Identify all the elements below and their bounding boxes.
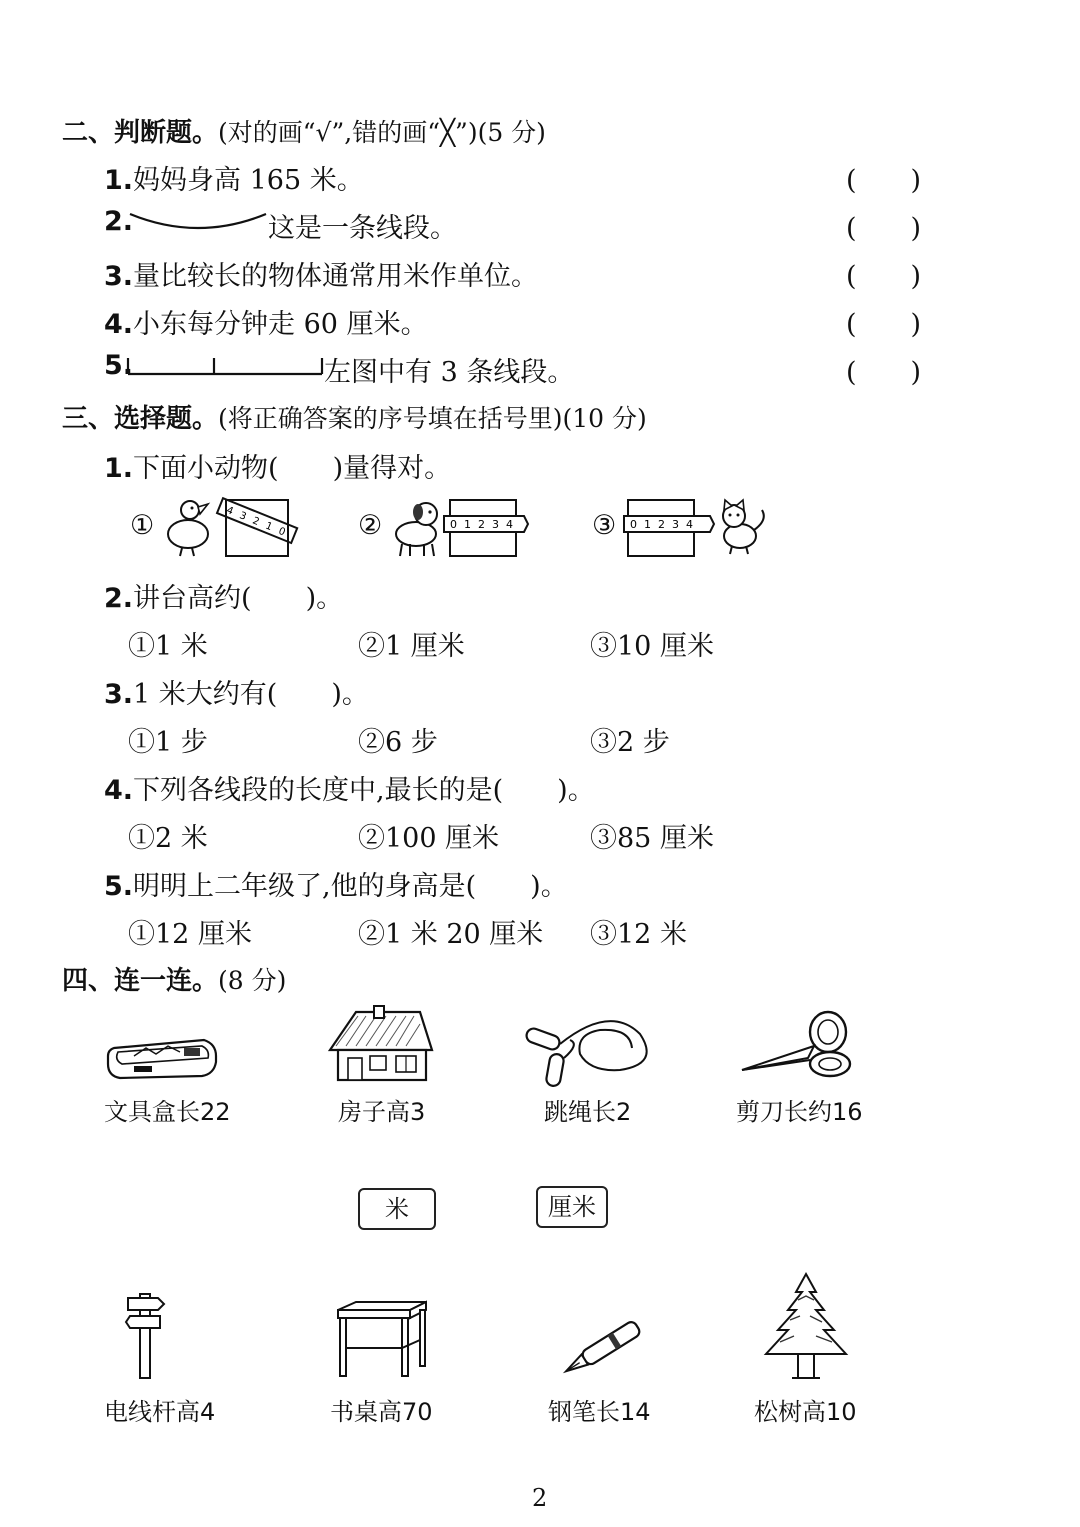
q2-option-2[interactable]: ②1 厘米 <box>358 631 465 662</box>
q3-option-3[interactable]: ③2 步 <box>590 727 670 758</box>
utility-pole-icon <box>124 1290 168 1380</box>
q4-option-2[interactable]: ②100 厘米 <box>358 823 500 854</box>
section-3-title: 三、选择题。 <box>62 404 219 434</box>
item-text: 量比较长的物体通常用米作单位。 <box>133 261 539 292</box>
unit-box-meter[interactable]: 米 <box>358 1188 436 1230</box>
bottom-caption-4[interactable]: 松树高10 <box>754 1398 857 1426</box>
q3-option-1[interactable]: ①1 步 <box>128 727 208 758</box>
bottom-caption-1[interactable]: 电线杆高4 <box>104 1398 216 1426</box>
section-3-note: (将正确答案的序号填在括号里)(10 分) <box>218 404 647 433</box>
item-text: 下面小动物( )量得对。 <box>133 453 452 484</box>
q4-option-1[interactable]: ①2 米 <box>128 823 208 854</box>
duck-ruler-icon <box>160 494 300 560</box>
answer-paren-2[interactable]: ( ) <box>846 213 922 244</box>
judge-item-1 <box>104 158 364 197</box>
q1-option-1-label[interactable]: ① <box>130 510 155 541</box>
answer-paren-3[interactable]: ( ) <box>846 261 922 292</box>
cat-ruler-icon <box>622 496 774 558</box>
ruler-tick: 2 <box>658 518 665 531</box>
pine-tree-icon <box>760 1270 852 1382</box>
item-number: 2. <box>104 206 134 237</box>
item-number: 1. <box>104 165 134 196</box>
item-number: 4. <box>104 309 134 340</box>
choice-q3 <box>104 672 369 711</box>
segment-line-icon <box>126 352 326 378</box>
fountain-pen-icon <box>552 1318 648 1380</box>
q1-option-3-label[interactable]: ③ <box>592 510 617 541</box>
ruler-tick: 4 <box>224 504 235 518</box>
pencil-case-icon <box>104 1026 220 1082</box>
section-3-heading <box>62 398 647 435</box>
q5-option-1[interactable]: ①12 厘米 <box>128 919 252 950</box>
ruler-tick: 1 <box>464 518 471 531</box>
ruler-tick: 1 <box>263 520 274 534</box>
choice-q4 <box>104 768 595 807</box>
curve-line-icon <box>128 206 268 236</box>
scissors-icon <box>738 1010 854 1080</box>
judge-item-4 <box>104 302 428 341</box>
choice-q5 <box>104 864 568 903</box>
judge-item-5-text: 左图中有 3 条线段。 <box>324 357 575 388</box>
ruler-tick: 3 <box>492 518 499 531</box>
item-number: 3. <box>104 679 134 710</box>
ruler-tick: 3 <box>672 518 679 531</box>
ruler-tick: 4 <box>686 518 693 531</box>
q2-option-3[interactable]: ③10 厘米 <box>590 631 714 662</box>
item-text: 明明上二年级了,他的身高是( )。 <box>133 871 568 902</box>
item-text: 讲台高约( )。 <box>133 583 344 614</box>
answer-paren-4[interactable]: ( ) <box>846 309 922 340</box>
bottom-caption-2[interactable]: 书桌高70 <box>330 1398 433 1426</box>
bottom-caption-3[interactable]: 钢笔长14 <box>548 1398 651 1426</box>
desk-icon <box>334 1300 430 1380</box>
section-4-title: 四、连一连。 <box>62 966 219 996</box>
top-caption-3[interactable]: 跳绳长2 <box>544 1098 632 1126</box>
item-text: 1 米大约有( )。 <box>133 679 369 710</box>
ruler-tick: 0 <box>276 525 287 539</box>
choice-q1 <box>104 446 451 485</box>
ruler-tick: 1 <box>644 518 651 531</box>
section-4-heading <box>62 960 286 997</box>
top-caption-1[interactable]: 文具盒长22 <box>104 1098 231 1126</box>
unit-box-centimeter[interactable]: 厘米 <box>536 1186 608 1228</box>
item-text: 下列各线段的长度中,最长的是( )。 <box>133 775 595 806</box>
jump-rope-icon <box>520 1014 650 1088</box>
ruler-tick: 2 <box>478 518 485 531</box>
item-number: 1. <box>104 453 134 484</box>
item-number: 3. <box>104 261 134 292</box>
choice-q2 <box>104 576 343 615</box>
ruler-tick: 0 <box>450 518 457 531</box>
section-4-note: (8 分) <box>218 966 287 995</box>
q4-option-3[interactable]: ③85 厘米 <box>590 823 714 854</box>
q5-option-3[interactable]: ③12 米 <box>590 919 687 950</box>
ruler-tick: 3 <box>237 510 248 523</box>
q5-option-2[interactable]: ②1 米 20 厘米 <box>358 919 544 950</box>
item-text: 小东每分钟走 60 厘米。 <box>133 309 428 340</box>
top-caption-4[interactable]: 剪刀长约16 <box>736 1098 863 1126</box>
q2-option-1[interactable]: ①1 米 <box>128 631 208 662</box>
item-number: 2. <box>104 583 134 614</box>
item-number: 5. <box>104 871 134 902</box>
ruler-tick: 0 <box>630 518 637 531</box>
answer-paren-1[interactable]: ( ) <box>846 165 922 196</box>
section-2-heading <box>62 112 546 149</box>
ruler-tick: 2 <box>250 515 261 528</box>
item-number: 4. <box>104 775 134 806</box>
dog-ruler-icon <box>388 496 528 558</box>
q1-option-2-label[interactable]: ② <box>358 510 383 541</box>
section-2-note: (对的画“√”,错的画“╳”)(5 分) <box>218 118 546 147</box>
top-caption-2[interactable]: 房子高3 <box>338 1098 426 1126</box>
judge-item-3 <box>104 254 538 293</box>
item-number: 5. <box>104 350 134 381</box>
q3-option-2[interactable]: ②6 步 <box>358 727 438 758</box>
section-2-title: 二、判断题。 <box>62 118 219 148</box>
answer-paren-5[interactable]: ( ) <box>846 357 922 388</box>
item-text: 妈妈身高 165 米。 <box>133 165 364 196</box>
house-icon <box>326 1006 436 1084</box>
ruler-tick: 4 <box>506 518 513 531</box>
page-number: 2 <box>532 1484 548 1512</box>
judge-item-2-text: 这是一条线段。 <box>268 213 457 244</box>
